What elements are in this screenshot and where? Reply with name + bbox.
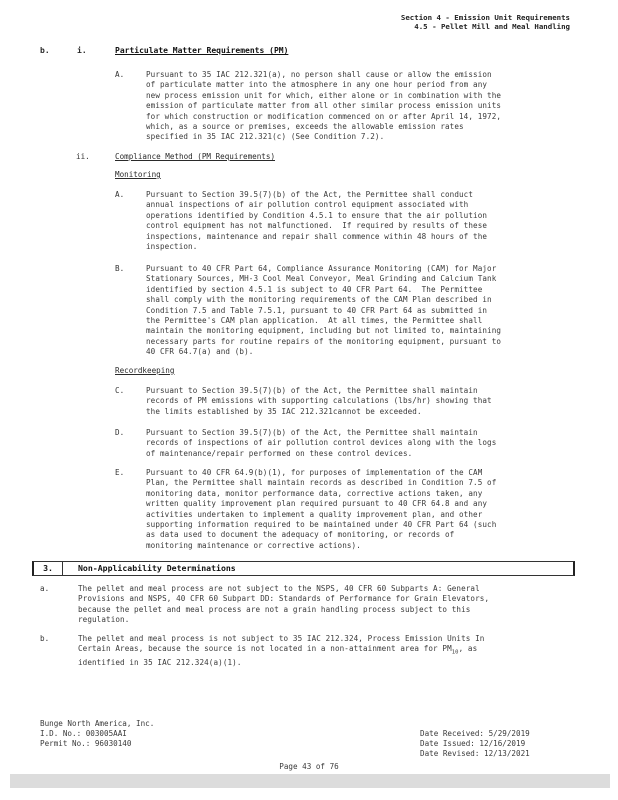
compliance-method-title: Compliance Method (PM Requirements) — [115, 152, 276, 161]
footer-left — [40, 719, 154, 750]
monitoring-a-text: Pursuant to Section 39.5(7)(b) of the Act, the Permittee shall conduct annual inspections of air pollution control equipment associated with operations identified by Condition 4.5.1 to ensure that the air pollution control equipment has not malfunctioned. If required by results of these inspections, maintenance and repair shall commence within 48 hours of the inspection. — [146, 190, 488, 252]
item-3b-text-tail: , as — [458, 644, 478, 654]
recordkeeping-e-label: E. — [115, 468, 125, 477]
recordkeeping-d-text: Pursuant to Section 39.5(7)(b) of the Act, the Permittee shall maintain records of inspections of air pollution control devices along with the logs of maintenance/repair performed on these control devices. — [146, 428, 497, 458]
scan-edge-bar — [10, 774, 610, 788]
recordkeeping-subtitle: Recordkeeping — [115, 366, 175, 375]
monitoring-b-text: Pursuant to 40 CFR Part 64, Compliance Assurance Monitoring (CAM) for Major Stationary Sources, MH-3 Cool Meal Conveyor, Meal Grinding and Calcium Tank identified by section 4.5.1 is subject to 40 CFR Part 64. The Permittee shall comply with the monitoring requirements of the CAM Plan described in Condition 7.5 and Table 7.5.1, pursuant to 40 CFR Part 64 as submitted in the Permittee's CAM plan application. At all times, the Permittee shall maintain the monitoring equipment, including but not limited to, maintaining necessary parts for routine repairs of the monitoring equipment, pursuant to 40 CFR 64.7(a) and (b). — [146, 264, 502, 357]
item-3b-text — [78, 634, 484, 669]
item-3b-label: b. — [40, 634, 50, 643]
para-a-label: A. — [115, 70, 125, 79]
footer-company: Bunge North America, Inc. — [40, 719, 155, 728]
footer-date-issued: Date Issued: 12/16/2019 — [420, 739, 526, 749]
section-header-line2: 4.5 - Pellet Mill and Meal Handling — [414, 22, 570, 31]
footer-page-number: Page 43 of 76 — [279, 762, 339, 771]
item-3b-text-last: identified in 35 IAC 212.324(a)(1). — [78, 658, 242, 668]
footer-date-received: Date Received: 5/29/2019 — [420, 729, 530, 738]
section-header-line1: Section 4 - Emission Unit Requirements — [400, 13, 570, 22]
section-header — [401, 13, 570, 31]
footer-permit-no: Permit No.: 96030140 — [40, 739, 132, 749]
section-3-title: Non-Applicability Determinations — [78, 563, 236, 573]
section-3-number: 3. — [34, 562, 63, 575]
monitoring-b-label: B. — [115, 264, 125, 273]
footer-date-revised: Date Revised: 12/13/2021 — [420, 749, 530, 759]
footer-right — [420, 729, 530, 760]
monitoring-a-label: A. — [115, 190, 125, 199]
monitoring-subtitle: Monitoring — [115, 170, 161, 179]
item-3b-text-main: The pellet and meal process is not subject to 35 IAC 212.324, Process Emission Units In Certain Areas, because the source is not located in a non-attainment area for PM — [78, 634, 485, 654]
item-3a-text: The pellet and meal process are not subject to the NSPS, 40 CFR 60 Subparts A: General Provisions and NSPS, 40 CFR 60 Subpart DD: Standards of Performance for Grain Elevators, because the pellet and meal process are not a grain handling process subject to this regulation. — [78, 584, 490, 625]
pm-requirements-title: Particulate Matter Requirements (PM) — [115, 46, 289, 55]
recordkeeping-c-label: C. — [115, 386, 125, 395]
item-b-label: b. — [40, 46, 50, 55]
para-a-text: Pursuant to 35 IAC 212.321(a), no person shall cause or allow the emission of particulate matter into the atmosphere in any one hour period from any new process emission unit for which, either alone or in combination with the emission of particulate matter from all other similar process emission units for which construction or modification commenced on or after April 14, 1972, which, as a source or premises, exceeds the allowable emission rates specified in 35 IAC 212.321(c) (See Condition 7.2). — [146, 70, 502, 142]
recordkeeping-e-text: Pursuant to 40 CFR 64.9(b)(1), for purposes of implementation of the CAM Plan, the Permittee shall maintain records as described in Condition 7.5 of monitoring data, monitor performance data, corrective actions taken, any written quality improvement plan required pursuant to 40 CFR 64.8 and any activities undertaken to implement a quality improvement plan, and other supporting information required to be maintained under 40 CFR Part 64 (such as data used to document the adequacy of monitoring, or records of monitoring maintenance or corrective actions). — [146, 468, 497, 550]
pm10-subscript: 10 — [451, 649, 459, 656]
recordkeeping-c-text: Pursuant to Section 39.5(7)(b) of the Act, the Permittee shall maintain records of PM emissions with supporting calculations (lbs/hr) showing that the limits established by 35 IAC 212.321cannot be exceeded. — [146, 386, 492, 416]
footer-id-no: I.D. No.: 003005AAI — [40, 729, 127, 739]
item-b-ii-label: ii. — [76, 152, 90, 161]
item-3a-label: a. — [40, 584, 50, 593]
item-b-i-label: i. — [77, 46, 87, 55]
recordkeeping-d-label: D. — [115, 428, 125, 437]
